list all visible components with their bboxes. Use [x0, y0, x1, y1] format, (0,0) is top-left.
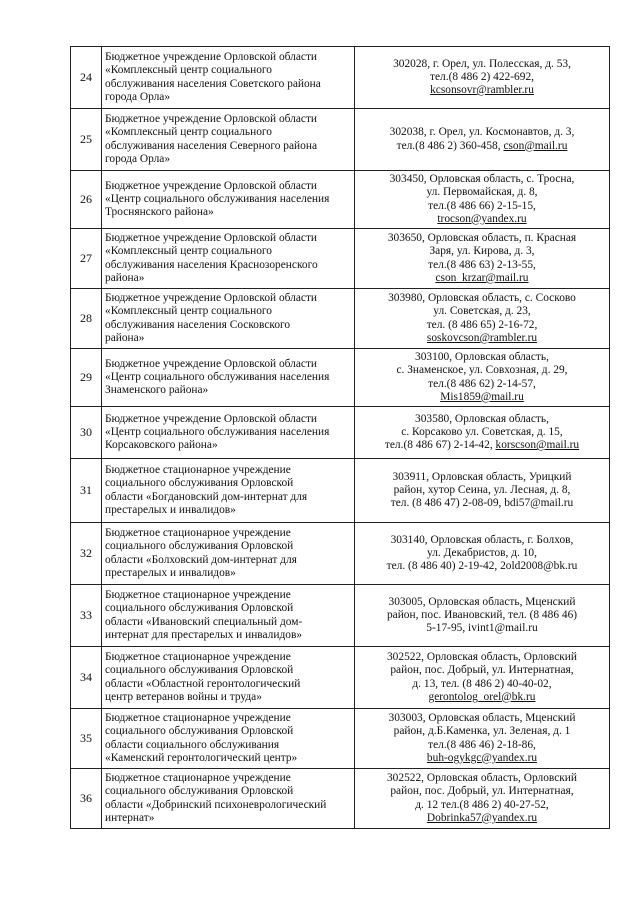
- institution-name-line: области «Ивановский специальный дом-: [105, 615, 303, 628]
- institution-name-line: социального обслуживания Орловской: [105, 725, 294, 738]
- institution-name: [102, 109, 355, 171]
- institution-name: [102, 709, 355, 769]
- table-row: [71, 647, 610, 709]
- address-line: 5-17-95, ivint1@mail.ru: [426, 622, 538, 635]
- row-number: 33: [71, 585, 102, 647]
- address-line: 303005, Орловская область, Мценский: [388, 595, 576, 608]
- table-row: [71, 585, 610, 647]
- address-line: тел.(8 486 46) 2-18-86,: [428, 738, 536, 751]
- institution-name: [102, 289, 355, 349]
- institution-name-line: обслуживания населения Советского района: [105, 77, 321, 90]
- institution-contacts: [355, 709, 610, 769]
- institution-name-line: Корсаковского района»: [105, 439, 218, 452]
- institution-name-line: Бюджетное стационарное учреждение: [105, 589, 291, 602]
- row-number: 31: [71, 459, 102, 523]
- institution-name-line: обслуживания населения Краснозоренского: [105, 258, 318, 271]
- row-number: 27: [71, 229, 102, 289]
- row-number: 29: [71, 349, 102, 407]
- institution-contacts: [355, 769, 610, 829]
- table-row: [71, 459, 610, 523]
- institution-name-line: города Орла»: [105, 90, 171, 103]
- institution-name-line: социального обслуживания Орловской: [105, 664, 294, 677]
- institution-name-line: «Комплексный центр социального: [105, 126, 273, 139]
- table-row: [71, 349, 610, 407]
- institution-name-line: обслуживания населения Северного района: [105, 139, 317, 152]
- address-line: тел.(8 486 67) 2-14-42, korscson@mail.ru: [384, 439, 580, 452]
- address-line: 302038, г. Орел, ул. Космонавтов, д. 3,: [389, 126, 575, 139]
- address-line: тел.(8 486 2) 422-692,: [430, 70, 534, 83]
- institution-name-line: Бюджетное учреждение Орловской области: [105, 292, 318, 305]
- row-number: 36: [71, 769, 102, 829]
- address-line: 303450, Орловская область, с. Тросна,: [389, 173, 575, 186]
- address-line: тел. (8 486 65) 2-16-72,: [426, 318, 538, 331]
- address-line: 302028, г. Орел, ул. Полесская, д. 53,: [393, 57, 571, 70]
- email-link[interactable]: gerontolog_orel@bk.ru: [428, 690, 536, 703]
- institution-name: [102, 769, 355, 829]
- address-line: район, пос. Ивановский, тел. (8 486 46): [386, 608, 578, 621]
- institution-name-line: «Каменский геронтологический центр»: [105, 751, 298, 764]
- institutions-table: [70, 46, 610, 829]
- institution-contacts: [355, 523, 610, 585]
- institution-name-line: социального обслуживания Орловской: [105, 540, 294, 553]
- address-line: тел.(8 486 62) 2-14-57,: [428, 377, 536, 390]
- table-row: [71, 407, 610, 459]
- table-row: [71, 769, 610, 829]
- institution-contacts: [355, 349, 610, 407]
- address-line: 302522, Орловская область, Орловский: [386, 651, 577, 664]
- email-link[interactable]: Dobrinka57@yandex.ru: [426, 811, 538, 824]
- institution-name: [102, 585, 355, 647]
- institution-name-line: Бюджетное учреждение Орловской области: [105, 412, 318, 425]
- institution-name-line: Бюджетное стационарное учреждение: [105, 772, 291, 785]
- address-line: с. Корсаково ул. Советская, д. 15,: [401, 425, 563, 438]
- institution-name-line: «Комплексный центр социального: [105, 305, 273, 318]
- institution-name-line: Бюджетное учреждение Орловской области: [105, 232, 318, 245]
- email-link[interactable]: cson@mail.ru: [503, 139, 568, 152]
- institution-name-line: Бюджетное учреждение Орловской области: [105, 357, 318, 370]
- institution-name-line: города Орла»: [105, 152, 171, 165]
- institution-name-line: «Центр социального обслуживания населения: [105, 425, 330, 438]
- address-line: тел.(8 486 63) 2-13-55,: [428, 258, 536, 271]
- row-number: 30: [71, 407, 102, 459]
- address-line: 303980, Орловская область, с. Сосково: [388, 292, 576, 305]
- institution-name-line: Знаменского района»: [105, 384, 209, 397]
- institution-name-line: Бюджетное стационарное учреждение: [105, 527, 291, 540]
- institution-name-line: области «Богдановский дом-интернат для: [105, 490, 308, 503]
- address-line: район, д.Б.Каменка, ул. Зеленая, д. 1: [393, 725, 571, 738]
- address-line: 303580, Орловская область,: [415, 412, 549, 425]
- table-row: [71, 171, 610, 229]
- address-line: район, пос. Добрый, ул. Интернатная,: [390, 664, 574, 677]
- institution-contacts: [355, 47, 610, 109]
- email-link[interactable]: korscson@mail.ru: [495, 439, 580, 452]
- institution-name-line: Троснянского района»: [105, 206, 214, 219]
- address-line: тел.(8 486 2) 360-458, cson@mail.ru: [396, 139, 568, 152]
- institution-contacts: [355, 289, 610, 349]
- institution-name-line: области «Болховский дом-интернат для: [105, 553, 297, 566]
- row-number: 26: [71, 171, 102, 229]
- email-link[interactable]: trocson@yandex.ru: [437, 212, 527, 225]
- institution-name-line: престарелых и инвалидов»: [105, 566, 236, 579]
- address-line: 302522, Орловская область, Орловский: [386, 772, 577, 785]
- address-line: Заря, ул. Кирова, д. 3,: [429, 245, 535, 258]
- address-line: тел. (8 486 47) 2-08-09, bdi57@mail.ru: [390, 497, 574, 510]
- address-line: д. 12 тел.(8 486 2) 40-27-52,: [415, 798, 549, 811]
- institution-name-line: социального обслуживания Орловской: [105, 785, 294, 798]
- institution-contacts: [355, 459, 610, 523]
- institution-name-line: социального обслуживания Орловской: [105, 477, 294, 490]
- institution-name-line: района»: [105, 331, 145, 344]
- row-number: 25: [71, 109, 102, 171]
- address-line: тел.(8 486 66) 2-15-15,: [428, 199, 536, 212]
- address-line: район, пос. Добрый, ул. Интернатная,: [390, 785, 574, 798]
- address-line: д. 13, тел. (8 486 2) 40-40-02,: [412, 677, 552, 690]
- institution-name-line: Бюджетное учреждение Орловской области: [105, 51, 318, 64]
- row-number: 32: [71, 523, 102, 585]
- institution-name: [102, 523, 355, 585]
- email-link[interactable]: cson_krzar@mail.ru: [435, 271, 529, 284]
- institution-name-line: Бюджетное стационарное учреждение: [105, 464, 291, 477]
- institution-contacts: [355, 407, 610, 459]
- institution-name-line: области «Областной геронтологический: [105, 677, 301, 690]
- institution-name-line: «Комплексный центр социального: [105, 64, 273, 77]
- institution-name-line: области «Добринский психоневрологический: [105, 798, 327, 811]
- row-number: 35: [71, 709, 102, 769]
- institution-name-line: Бюджетное учреждение Орловской области: [105, 179, 318, 192]
- table-row: [71, 47, 610, 109]
- row-number: 24: [71, 47, 102, 109]
- institution-name-line: Бюджетное учреждение Орловской области: [105, 113, 318, 126]
- address-line: ул. Декабристов, д. 10,: [427, 546, 537, 559]
- institution-name: [102, 349, 355, 407]
- table-row: [71, 229, 610, 289]
- table-row: [71, 289, 610, 349]
- institution-name-line: центр ветеранов войны и труда»: [105, 690, 262, 703]
- institution-contacts: [355, 109, 610, 171]
- email-link[interactable]: soskovcson@rambler.ru: [426, 331, 538, 344]
- table-row: [71, 523, 610, 585]
- institution-name-line: района»: [105, 271, 145, 284]
- email-link[interactable]: Mis1859@mail.ru: [440, 390, 524, 403]
- institution-name-line: Бюджетное стационарное учреждение: [105, 651, 291, 664]
- address-line: ул. Советская, д. 23,: [433, 305, 531, 318]
- institution-name-line: интернат»: [105, 811, 155, 824]
- institution-name: [102, 459, 355, 523]
- address-line: 303100, Орловская область,: [415, 351, 549, 364]
- institution-contacts: [355, 647, 610, 709]
- institution-name-line: «Центр социального обслуживания населения: [105, 192, 330, 205]
- email-link[interactable]: buh-ogykgc@yandex.ru: [426, 751, 538, 764]
- institution-name: [102, 171, 355, 229]
- institution-contacts: [355, 171, 610, 229]
- institutions-table-body: [71, 47, 610, 829]
- institution-name: [102, 407, 355, 459]
- institution-name-line: престарелых и инвалидов»: [105, 503, 236, 516]
- institution-contacts: [355, 585, 610, 647]
- address-line: 303911, Орловская область, Урицкий: [392, 470, 572, 483]
- institution-name-line: социального обслуживания Орловской: [105, 602, 294, 615]
- address-line: 303003, Орловская область, Мценский: [388, 712, 576, 725]
- institution-name-line: интернат для престарелых и инвалидов»: [105, 628, 303, 641]
- institution-name-line: «Центр социального обслуживания населения: [105, 370, 330, 383]
- row-number: 34: [71, 647, 102, 709]
- table-row: [71, 109, 610, 171]
- address-line: с. Знаменское, ул. Совхозная, д. 29,: [396, 364, 568, 377]
- institution-contacts: [355, 229, 610, 289]
- institution-name: [102, 47, 355, 109]
- address-line: район, хутор Сеина, ул. Лесная, д. 8,: [393, 483, 571, 496]
- address-line: ул. Первомайская, д. 8,: [426, 186, 538, 199]
- email-link[interactable]: kcsonsovr@rambler.ru: [430, 84, 534, 97]
- institution-name: [102, 229, 355, 289]
- institution-name-line: обслуживания населения Сосковского: [105, 318, 291, 331]
- institution-name: [102, 647, 355, 709]
- address-line: 303650, Орловская область, п. Красная: [387, 232, 577, 245]
- institution-name-line: Бюджетное стационарное учреждение: [105, 712, 291, 725]
- institution-name-line: «Комплексный центр социального: [105, 245, 273, 258]
- row-number: 28: [71, 289, 102, 349]
- table-row: [71, 709, 610, 769]
- institution-name-line: области социального обслуживания: [105, 738, 280, 751]
- address-line: 303140, Орловская область, г. Болхов,: [390, 533, 574, 546]
- address-line: тел. (8 486 40) 2-19-42, 2old2008@bk.ru: [386, 560, 578, 573]
